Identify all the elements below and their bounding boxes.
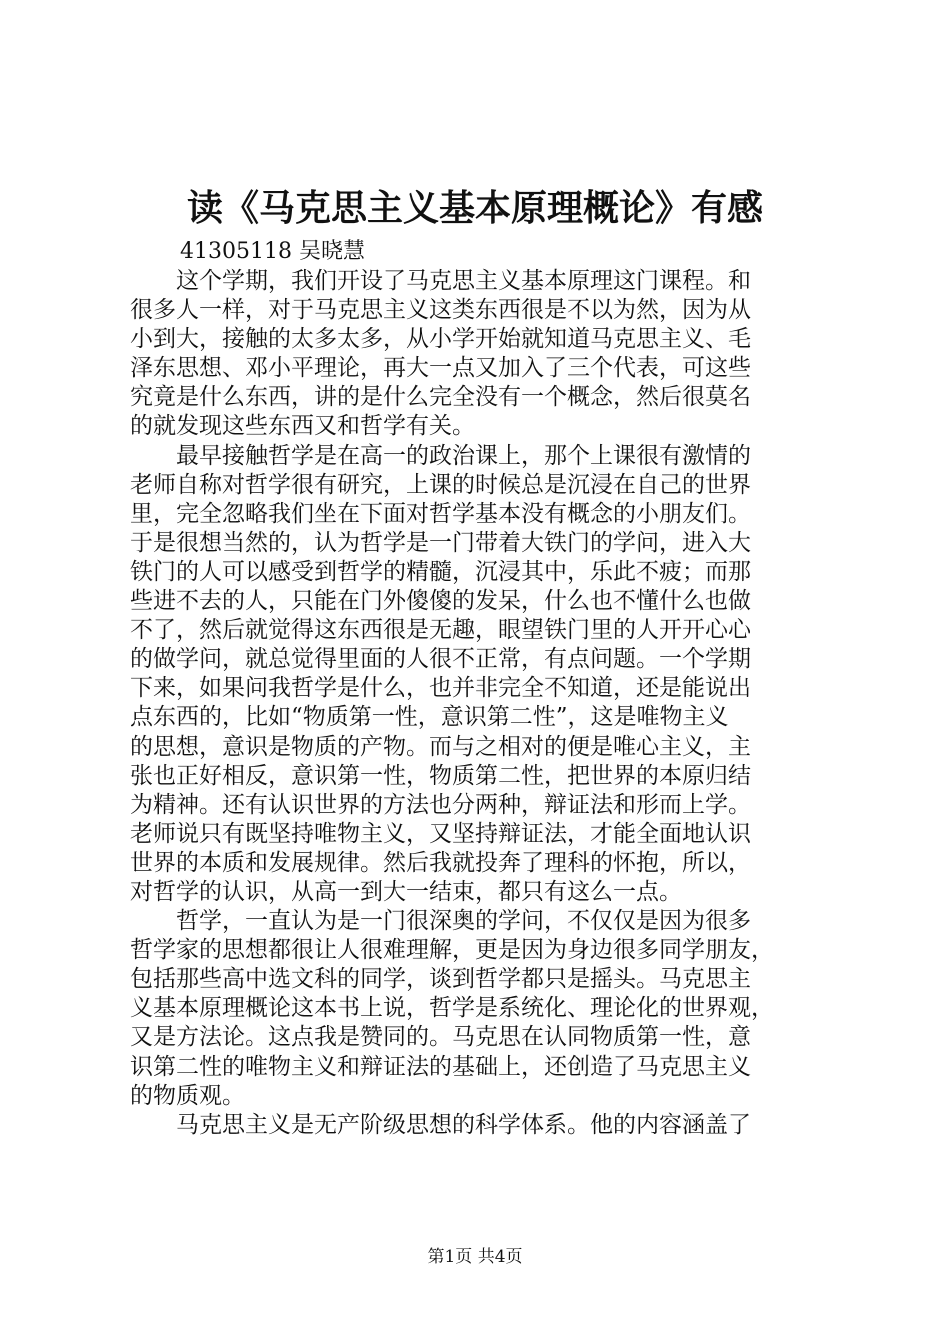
body-text [130,267,840,1140]
text-line: 最早接触哲学是在高一的政治课上，那个上课很有激情的 [130,442,751,469]
text-line: 包括那些高中选文科的同学，谈到哲学都只是摇头。马克思主 [130,966,751,993]
text-line: 的物质观。 [130,1082,245,1109]
text-line: 很多人一样，对于马克思主义这类东西很是不以为然，因为从 [130,297,751,324]
text-line: 老师说只有既坚持唯物主义，又坚持辩证法，才能全面地认识 [130,820,751,847]
text-line: 的思想，意识是物质的产物。而与之相对的便是唯心主义，主 [130,733,751,760]
text-line: 点东西的，比如“物质第一性，意识第二性”，这是唯物主义 [130,704,729,731]
text-line: 又是方法论。这点我是赞同的。马克思在认同物质第一性，意 [130,1024,751,1051]
text-line: 于是很想当然的，认为哲学是一门带着大铁门的学问，进入大 [130,529,751,556]
text-line: 世界的本质和发展规律。然后我就投奔了理科的怀抱，所以， [130,849,751,876]
text-line: 对哲学的认识，从高一到大一结束，都只有这么一点。 [130,878,682,905]
document-title: 读《马克思主义基本原理概论》有感 [186,187,763,229]
text-line: 哲学，一直认为是一门很深奥的学问，不仅仅是因为很多 [130,908,751,935]
text-line: 不了，然后就觉得这东西很是无趣，眼望铁门里的人开开心心 [130,617,751,644]
text-line: 些进不去的人，只能在门外傻傻的发呆，什么也不懂什么也做 [130,588,751,615]
text-line: 里，完全忽略我们坐在下面对哲学基本没有概念的小朋友们。 [130,500,751,527]
text-line: 小到大，接触的太多太多，从小学开始就知道马克思主义、毛 [130,326,751,353]
text-line: 为精神。还有认识世界的方法也分两种，辩证法和形而上学。 [130,791,751,818]
text-line: 这个学期，我们开设了马克思主义基本原理这门课程。和 [130,268,751,294]
author-line: 41305118 吴晓慧 [180,239,365,264]
text-line: 铁门的人可以感受到哲学的精髓，沉浸其中，乐此不疲；而那 [130,558,751,585]
text-line: 义基本原理概论这本书上说，哲学是系统化、理论化的世界观， [130,995,774,1022]
page-footer: 第1页 共4页 [427,1247,523,1267]
text-line: 马克思主义是无产阶级思想的科学体系。他的内容涵盖了 [130,1111,751,1138]
text-line: 下来，如果问我哲学是什么，也并非完全不知道，还是能说出 [130,675,751,702]
text-line: 的就发现这些东西又和哲学有关。 [130,413,475,440]
text-line: 张也正好相反，意识第一性，物质第二性，把世界的本原归结 [130,762,751,789]
text-line: 哲学家的思想都很让人很难理解，更是因为身边很多同学朋友， [130,937,774,964]
text-line: 识第二性的唯物主义和辩证法的基础上，还创造了马克思主义 [130,1053,751,1080]
text-line: 老师自称对哲学很有研究，上课的时候总是沉浸在自己的世界 [130,471,751,498]
text-line: 究竟是什么东西，讲的是什么完全没有一个概念，然后很莫名 [130,384,751,411]
text-line: 泽东思想、邓小平理论，再大一点又加入了三个代表，可这些 [130,355,751,382]
text-line: 的做学问，就总觉得里面的人很不正常，有点问题。一个学期 [130,646,751,673]
